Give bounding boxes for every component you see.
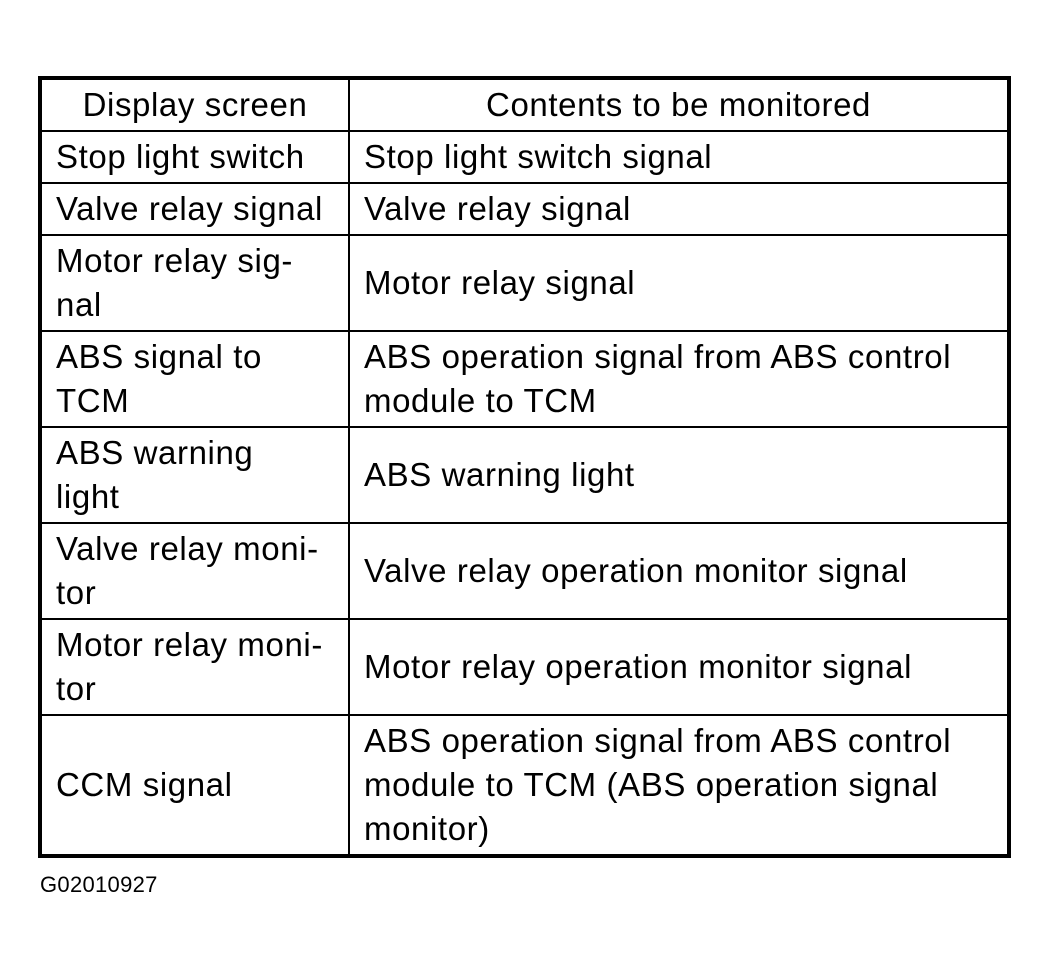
display-screen-cell: Motor relay moni- tor	[40, 619, 349, 715]
display-screen-cell: Valve relay moni- tor	[40, 523, 349, 619]
table-row	[40, 331, 1009, 427]
contents-cell: ABS warning light	[349, 427, 1009, 523]
table-row	[40, 183, 1009, 235]
header-display-screen: Display screen	[40, 78, 349, 131]
contents-cell: Valve relay signal	[349, 183, 1009, 235]
figure-code: G02010927	[40, 872, 158, 897]
table-row	[40, 427, 1009, 523]
table-row	[40, 131, 1009, 183]
header-row	[40, 78, 1009, 131]
contents-cell: ABS operation signal from ABS control module to TCM	[349, 331, 1009, 427]
display-screen-cell: Valve relay signal	[40, 183, 349, 235]
display-screen-cell: Motor relay sig- nal	[40, 235, 349, 331]
header-contents-monitored: Contents to be monitored	[349, 78, 1009, 131]
contents-cell: Motor relay operation monitor signal	[349, 619, 1009, 715]
monitor-table	[38, 76, 1011, 858]
table-row	[40, 619, 1009, 715]
contents-cell: ABS operation signal from ABS control module to TCM (ABS operation signal monitor)	[349, 715, 1009, 856]
contents-cell: Motor relay signal	[349, 235, 1009, 331]
display-screen-cell: ABS warning light	[40, 427, 349, 523]
display-screen-cell: ABS signal to TCM	[40, 331, 349, 427]
display-screen-cell: CCM signal	[40, 715, 349, 856]
table-row	[40, 523, 1009, 619]
table-row	[40, 235, 1009, 331]
contents-cell: Stop light switch signal	[349, 131, 1009, 183]
contents-cell: Valve relay operation monitor signal	[349, 523, 1009, 619]
table-row	[40, 715, 1009, 856]
display-screen-cell: Stop light switch	[40, 131, 349, 183]
